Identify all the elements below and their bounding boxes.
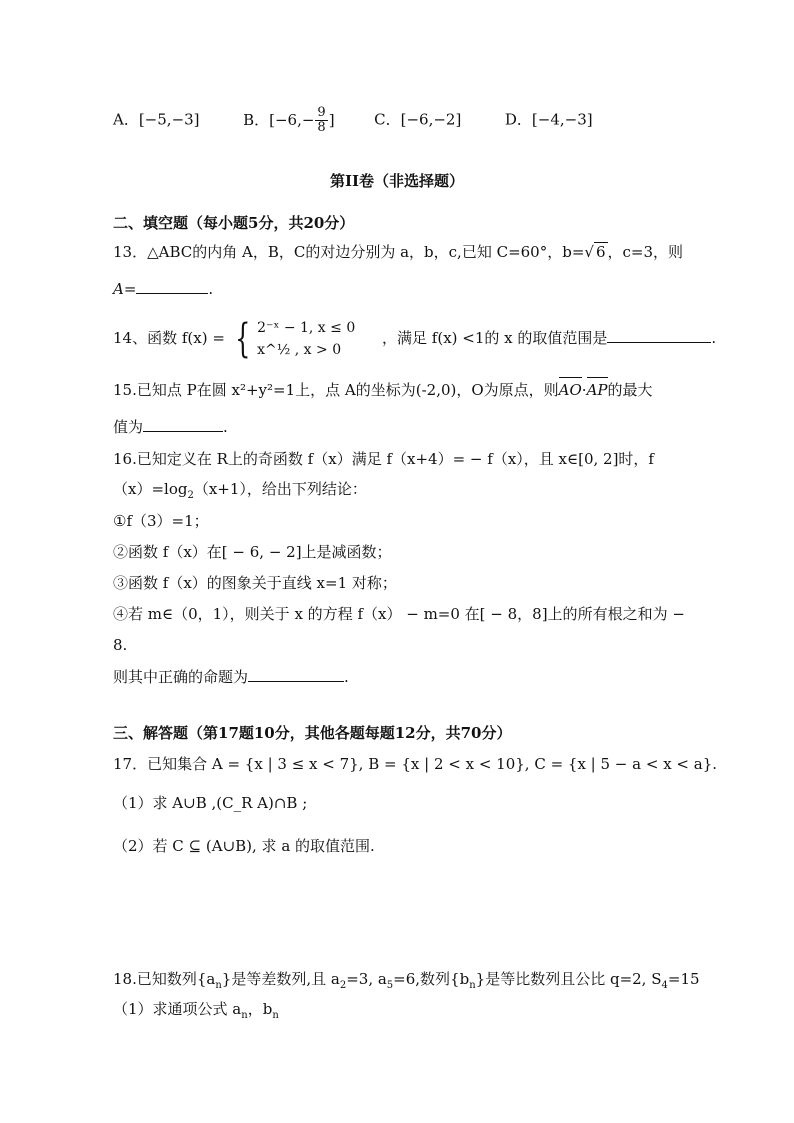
sqrt-six: √ 6 bbox=[584, 243, 606, 261]
option-d: D．[−4,−3] bbox=[504, 110, 593, 129]
part2-heading: 二、填空题（每小题5分，共20分） bbox=[113, 214, 355, 232]
part3-heading: 三、解答题（第17题10分，其他各题每题12分，共70分） bbox=[113, 724, 512, 742]
q16-claim-1: ①f（3）=1； bbox=[113, 512, 209, 530]
q16-line1: 16.已知定义在 R上的奇函数 f（x）满足 f（x+4）= − f（x），且 x∈[0, 2]时，f bbox=[113, 450, 654, 468]
q13-line2: A= . bbox=[113, 280, 214, 298]
q15-line2: 值为 . bbox=[113, 418, 228, 436]
q18-part1: （1）求通项公式 $a_n$，$b_n$ bbox=[113, 1000, 279, 1021]
q14: 14、函数 f(x) = { 2⁻ˣ − 1, x ≤ 0 x^½ , x > 0 ，满足 f(x) <1的 x 的取值范围是 . bbox=[113, 316, 717, 362]
answer-blank-14[interactable] bbox=[607, 327, 711, 343]
options-row bbox=[113, 106, 593, 135]
q16-claim-4-cont: 8. bbox=[113, 636, 128, 654]
q16-claim-3: ③函数 f（x）的图象关于直线 x=1 对称； bbox=[113, 574, 397, 592]
q18-stem: 18.已知数列$\{a_n\}$是等差数列,且 $a_2=3$, $a_5=6$,数列$\{b_n\}$是等比数列且公比 q=2, $S_4=15$ bbox=[113, 970, 700, 991]
q17-stem: 17．已知集合 A = {x | 3 ≤ x < 7}, B = {x | 2 < x < 10}, C = {x | 5 − a < x < a}. bbox=[113, 755, 718, 773]
vector-ap: AP bbox=[586, 381, 608, 399]
option-c: C．[−6,−2] bbox=[374, 110, 462, 129]
answer-blank-13[interactable] bbox=[136, 278, 208, 294]
q16-claim-2: ②函数 f（x）在[ − 6, − 2]上是减函数； bbox=[113, 543, 392, 561]
q13-line1: 13．△ABC的内角 A，B，C的对边分别为 a，b，c,已知 C=60°，b=√ 6 ，c=3，则 bbox=[113, 243, 684, 261]
piecewise-function: { 2⁻ˣ − 1, x ≤ 0 x^½ , x > 0 bbox=[234, 316, 356, 362]
option-a: A．[−5,−3] bbox=[113, 110, 200, 129]
q15-line1: 15.已知点 P在圆 x²+y²=1上，点 A的坐标为(-2,0)，O为原点，则AO·AP的最大 bbox=[113, 381, 653, 399]
q17-part1: （1）求 A∪B ,(C_R A)∩B ; bbox=[113, 794, 308, 812]
q16-conclusion: 则其中正确的命题为 . bbox=[113, 668, 349, 686]
q16-line2: $(x)=\log_2(x+1)$，给出下列结论： bbox=[113, 480, 367, 501]
vector-ao: AO bbox=[558, 381, 582, 399]
section-title: 第II卷（非选择题） bbox=[329, 172, 465, 190]
q17-part2: （2）若 C ⊆ (A∪B), 求 a 的取值范围. bbox=[113, 837, 375, 855]
option-b: B．[−6,− $\frac{9}{8}$ ] bbox=[243, 105, 335, 135]
q16-claim-4: ④若 m∈（0，1），则关于 x 的方程 f（x） − m=0 在[ − 8，8]上的所有根之和为 − bbox=[113, 605, 685, 623]
answer-blank-16[interactable] bbox=[248, 666, 344, 682]
answer-blank-15[interactable] bbox=[143, 416, 223, 432]
